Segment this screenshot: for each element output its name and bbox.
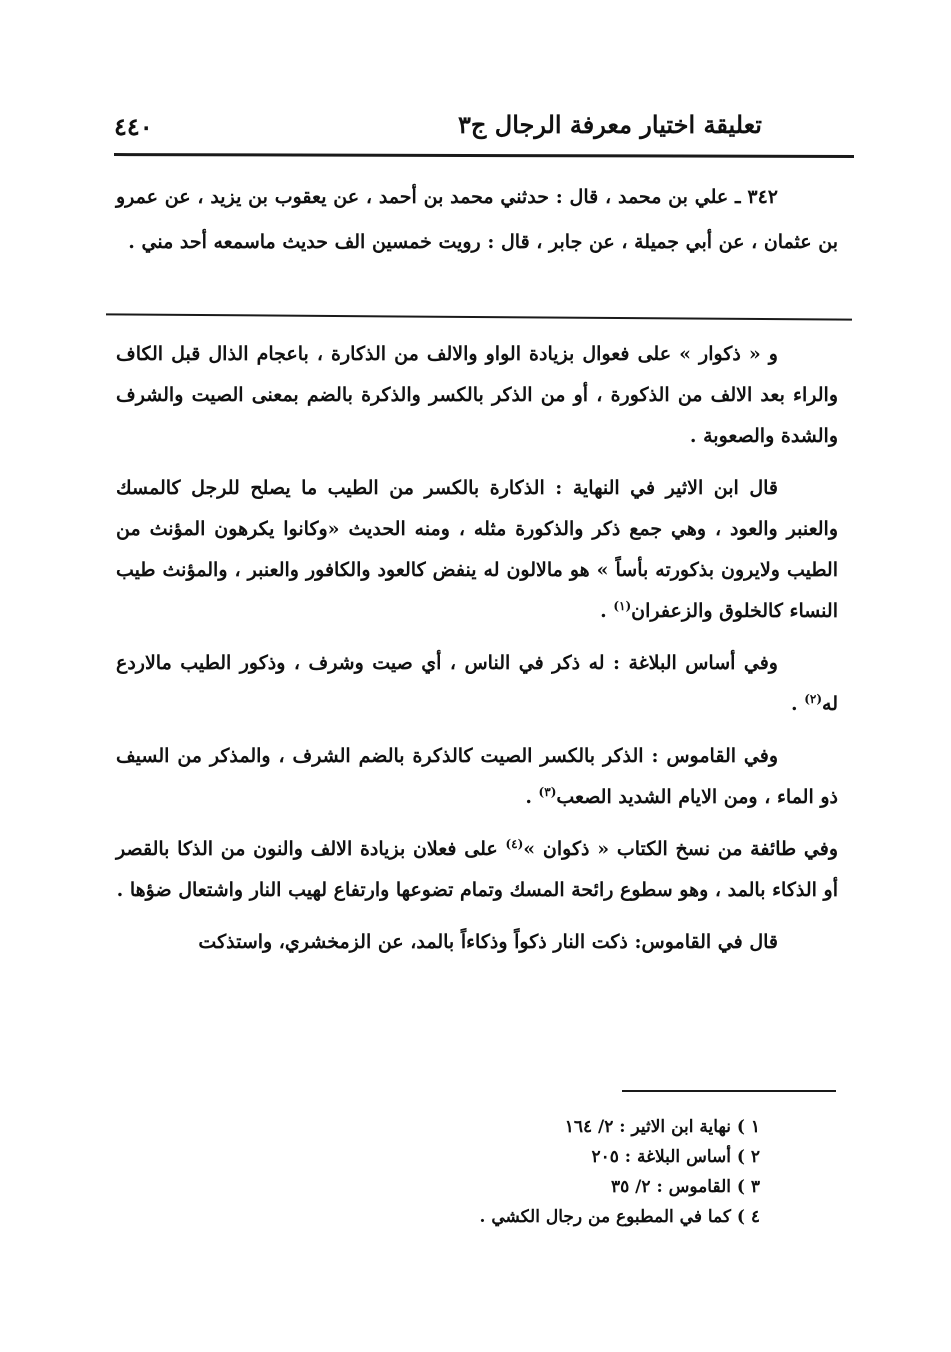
footnote-1: ١ ) نهاية ابن الاثير : ٢/ ١٦٤	[564, 1117, 760, 1137]
footnote-ref[interactable]: (٣)	[538, 785, 557, 799]
hadith-entry	[116, 175, 838, 265]
footnote-ref[interactable]: (٢)	[804, 692, 823, 706]
footnote-3: ٣ ) القاموس : ٢/ ٣٥	[610, 1177, 760, 1197]
page-number: ٤٤٠	[114, 112, 153, 141]
commentary-paragraph: قال ابن الاثير في النهاية : الذكارة بالكسر من الطيب ما يصلح للرجل كالمسك والعنبر والعود ، وهي جمع ذكر والذكورة مثله ، ومنه الحديث «وكانوا يكرهون المؤنث من الطيب ولايرون بذكورته بأساً » هو مالالون له ينفض كالعود والكافور والعنبر ، والمؤنث طيب النساء كالخلوق والزعفران$^{(١)}$ .	[116, 477, 838, 622]
footnote-ref[interactable]: (١)	[613, 599, 632, 613]
hadith-text: ٣٤٢ ـ علي بن محمد ، قال : حدثني محمد بن أحمد ، عن يعقوب بن يزيد ، عن عمرو بن عثمان ، عن أبي جميلة ، عن جابر ، قال : رويت خمسين الف حديث ماسمعه أحد مني .	[116, 186, 838, 253]
commentary-paragraph: وفي القاموس : الذكر بالكسر الصيت كالذكرة بالضم الشرف ، والمذكر من السيف ذو الماء ، ومن الايام الشديد الصعب$^{(٣)}$ .	[116, 745, 838, 808]
header-divider	[114, 153, 854, 158]
commentary-paragraph: وفي أساس البلاغة : له ذكر في الناس ، أي صيت وشرف ، وذكور الطيب مالاردع له$^{(٢)}$ .	[116, 652, 838, 715]
footnote-divider	[622, 1090, 836, 1092]
commentary-paragraph: وفي طائفة من نسخ الكتاب « ذكوان »$^{(٤)}$ على فعلان بزيادة الالف والنون من الذكا بالقصر أو الذكاء بالمد ، وهو سطوع رائحة المسك وتمام تضوعها وارتفاع لهيب النار واشتعال ضؤها .	[116, 837, 838, 901]
footnote-2: ٢ ) أساس البلاغة : ٢٠٥	[591, 1147, 760, 1167]
entry-divider	[106, 313, 852, 320]
footnote-ref[interactable]: (٤)	[505, 837, 524, 851]
running-title: تعليقة اختيار معرفة الرجال ج٣	[458, 110, 762, 139]
footnotes	[400, 1112, 760, 1232]
commentary-paragraph: قال في القاموس: ذكت النار ذكواً وذكاءاً بالمد، عن الزمخشري، واستذكت	[198, 931, 778, 953]
page-header	[114, 108, 852, 152]
footnote-4: ٤ ) كما في المطبوع من رجال الكشي .	[479, 1207, 760, 1227]
commentary-paragraph: و « ذكوار » على فعوال بزيادة الواو والالف من الذكارة ، باعجام الذال قبل الكاف والراء بعد الالف من الذكورة ، أو من الذكر بالكسر والذكرة بالضم بمعنى الصيت والشرف والشدة والصعوبة .	[116, 343, 838, 447]
commentary	[116, 334, 838, 963]
